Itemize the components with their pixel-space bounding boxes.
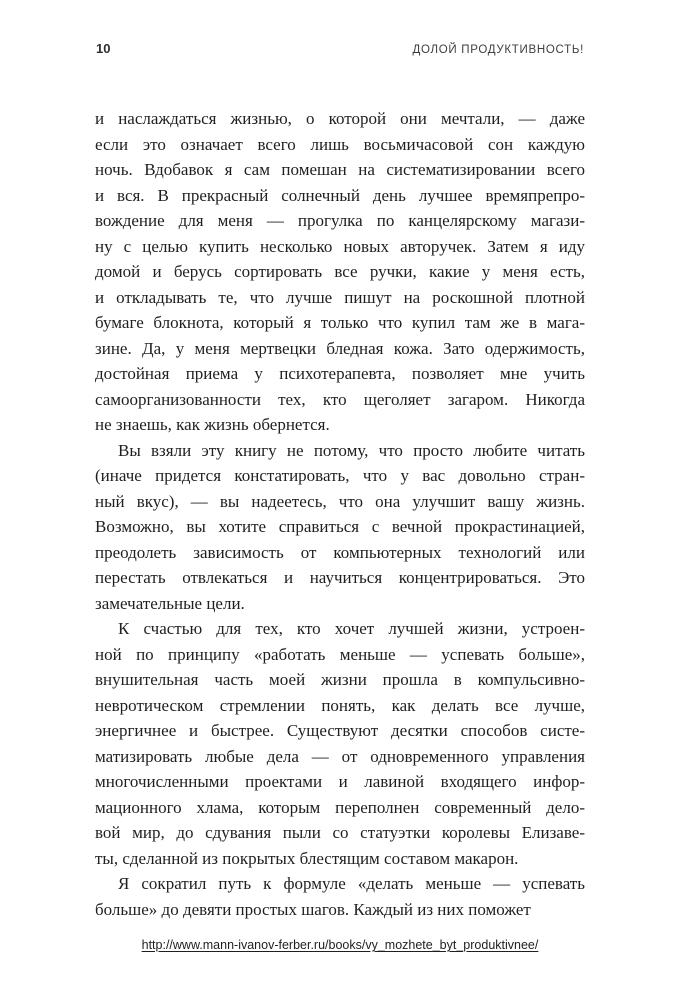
text-line: матизировать любые дела — от одновременного управления bbox=[95, 746, 585, 766]
text-line: мационного хлама, которым переполнен современный дело- bbox=[95, 797, 585, 817]
text-line: достойная приема у психотерапевта, позволяет мне учить bbox=[95, 364, 585, 383]
text-line: преодолеть зависимость от компьютерных технологий или bbox=[95, 542, 585, 562]
text-line: перестать отвлекаться и научиться концентрироваться. Это bbox=[95, 568, 585, 587]
paragraph bbox=[95, 871, 585, 922]
text-line: зине. Да, у меня мертвецки бледная кожа. Зато одержимость, bbox=[95, 338, 585, 358]
text-line: замечательные цели. bbox=[95, 593, 245, 613]
text-line: больше» до девяти простых шагов. Каждый из них поможет bbox=[95, 899, 531, 919]
text-line: многочисленными проектами и лавиной входящего инфор- bbox=[95, 772, 585, 791]
running-title: ДОЛОЙ ПРОДУКТИВНОСТЬ! bbox=[412, 44, 584, 56]
page-number: 10 bbox=[96, 41, 111, 56]
text-line: Возможно, вы хотите справиться с вечной прокрастинацией, bbox=[95, 517, 585, 536]
text-line: если это означает всего лишь восьмичасовой сон каждую bbox=[95, 134, 585, 154]
text-line: бумаге блокнота, который я только что купил там же в мага- bbox=[95, 313, 585, 332]
text-line: Я сократил путь к формуле «делать меньше — успевать bbox=[118, 874, 585, 893]
text-line: и наслаждаться жизнью, о которой они мечтали, — даже bbox=[95, 109, 585, 128]
text-line: энергичнее и быстрее. Существуют десятки способов систе- bbox=[95, 721, 585, 740]
page-footer bbox=[0, 938, 680, 952]
text-line: вой мир, до сдувания пыли со статуэтки королевы Елизаве- bbox=[95, 823, 585, 842]
text-line: внушительная часть моей жизни прошла в компульсивно- bbox=[95, 670, 585, 689]
text-line: домой и берусь сортировать все ручки, какие у меня есть, bbox=[95, 262, 585, 281]
text-line: не знаешь, как жизнь обернется. bbox=[95, 415, 330, 434]
text-line: ной по принципу «работать меньше — успевать больше», bbox=[95, 644, 585, 664]
text-line: и откладывать те, что лучше пишут на роскошной плотной bbox=[95, 287, 585, 307]
text-line: ну с целью купить несколько новых авторучек. Затем я иду bbox=[95, 236, 585, 256]
text-line: ты, сделанной из покрытых блестящим составом макарон. bbox=[95, 848, 519, 868]
text-line: вождение для меня — прогулка по канцелярскому магази- bbox=[95, 211, 585, 230]
paragraph bbox=[95, 616, 585, 871]
text-line: ночь. Вдобавок я сам помешан на систематизировании всего bbox=[95, 160, 585, 179]
text-line: самоорганизованности тех, кто щеголяет загаром. Никогда bbox=[95, 389, 585, 409]
text-line: Вы взяли эту книгу не потому, что просто любите читать bbox=[118, 440, 585, 460]
text-line: и вся. В прекрасный солнечный день лучшее времяпрепро- bbox=[95, 185, 585, 205]
text-line: ный вкус), — вы надеетесь, что она улучшит вашу жизнь. bbox=[95, 491, 585, 511]
paragraph bbox=[95, 438, 585, 617]
text-line: (иначе придется констатировать, что у вас довольно стран- bbox=[95, 466, 585, 485]
text-line: невротическом стремлении понять, как делать все лучше, bbox=[95, 695, 585, 715]
page-header bbox=[96, 41, 584, 56]
text-line: К счастью для тех, кто хочет лучшей жизни, устроен- bbox=[118, 619, 585, 638]
paragraph bbox=[95, 106, 585, 438]
body-text bbox=[95, 106, 585, 922]
book-url-link[interactable]: http://www.mann-ivanov-ferber.ru/books/vy_mozhete_byt_produktivnee/ bbox=[141, 938, 539, 952]
